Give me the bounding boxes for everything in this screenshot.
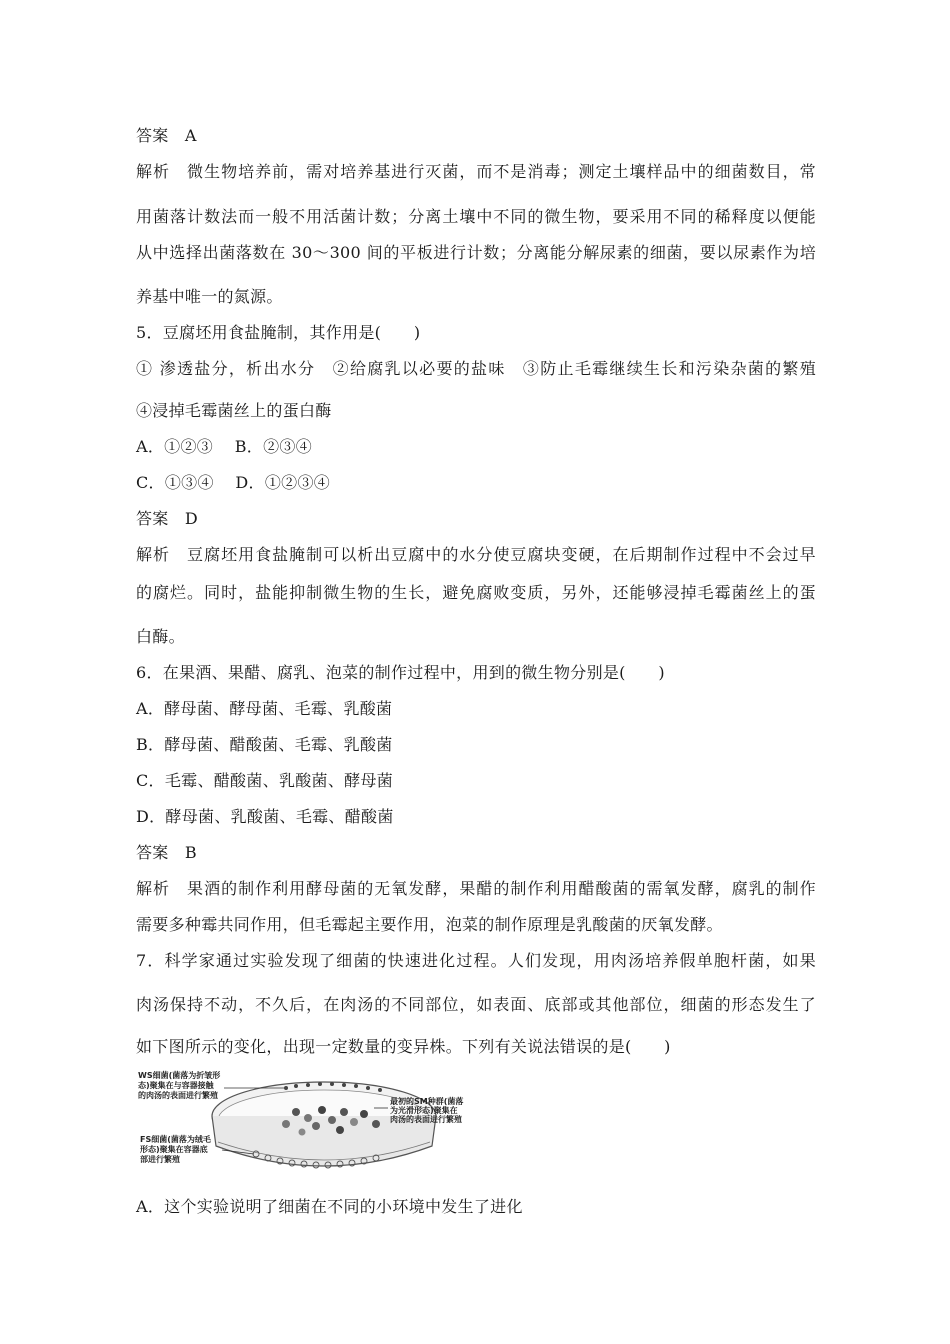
ws-label-line-1: WS细菌(菌落为折皱形 [138, 1071, 221, 1080]
q5-options-line-1: A．①②③ B．②③④ [136, 437, 312, 456]
q6-option-c: C．毛霉、醋酸菌、乳酸菌、酵母菌 [136, 771, 394, 790]
q6-analysis-line-1: 解析 果酒的制作利用酵母菌的无氧发酵，果醋的制作利用醋酸菌的需氧发酵，腐乳的制作 [136, 879, 816, 898]
q4-analysis-line-1: 解析 微生物培养前，需对培养基进行灭菌，而不是消毒；测定土壤样品中的细菌数目，常 [136, 162, 816, 181]
sm-label-line-3: 肉汤的表面进行繁殖 [390, 1115, 462, 1124]
q6-option-d: D．酵母菌、乳酸菌、毛霉、醋酸菌 [136, 807, 394, 826]
q6-option-b: B．酵母菌、醋酸菌、毛霉、乳酸菌 [136, 735, 393, 754]
q4-analysis-line-4: 养基中唯一的氮源。 [136, 287, 283, 306]
q5-analysis-line-3: 白酶。 [136, 627, 185, 646]
fs-label-line-2: 形态)聚集在容器底 [140, 1145, 208, 1154]
q5-analysis-line-2: 的腐烂。同时，盐能抑制微生物的生长，避免腐败变质，另外，还能够浸掉毛霉菌丝上的蛋 [136, 583, 816, 602]
q6-analysis-line-2: 需要多种霉共同作用，但毛霉起主要作用，泡菜的制作原理是乳酸菌的厌氧发酵。 [136, 915, 723, 934]
q5-analysis-line-1: 解析 豆腐坯用食盐腌制可以析出豆腐中的水分使豆腐块变硬，在后期制作过程中不会过早 [136, 545, 816, 564]
fs-label-line-1: FS细菌(菌落为绒毛 [140, 1135, 211, 1144]
q5-items-line-2: ④浸掉毛霉菌丝上的蛋白酶 [136, 401, 332, 420]
q7-stem-line-1: 7．科学家通过实验发现了细菌的快速进化过程。人们发现，用肉汤培养假单胞杆菌，如果 [136, 951, 816, 970]
petri-dish-figure [136, 1068, 464, 1178]
q4-analysis-line-3: 从中选择出菌落数在 30～300 间的平板进行计数；分离能分解尿素的细菌，要以尿素作为培 [136, 243, 816, 262]
q7-stem-line-3: 如下图所示的变化，出现一定数量的变异株。下列有关说法错误的是( ) [136, 1037, 671, 1056]
q7-option-a: A．这个实验说明了细菌在不同的小环境中发生了进化 [136, 1197, 523, 1216]
fs-label-line-3: 部进行繁殖 [140, 1155, 180, 1164]
q6-stem: 6．在果酒、果醋、腐乳、泡菜的制作过程中，用到的微生物分别是( ) [136, 663, 665, 682]
q6-option-a: A．酵母菌、酵母菌、毛霉、乳酸菌 [136, 699, 393, 718]
ws-label-line-2: 态)聚集在与容器接触 [138, 1081, 214, 1090]
q5-stem: 5．豆腐坯用食盐腌制，其作用是( ) [136, 323, 421, 342]
q4-answer: 答案 A [136, 126, 197, 145]
q5-options-line-2: C．①③④ D．①②③④ [136, 473, 331, 492]
sm-label-line-1: 最初的SM种群(菌落 [390, 1097, 464, 1106]
ws-label-line-3: 的肉汤的表面进行繁殖 [138, 1091, 218, 1100]
q5-answer: 答案 D [136, 509, 199, 528]
q5-items-line-1: ① 渗透盐分，析出水分 ②给腐乳以必要的盐味 ③防止毛霉继续生长和污染杂菌的繁殖 [136, 359, 816, 378]
q6-answer: 答案 B [136, 843, 197, 862]
q7-stem-line-2: 肉汤保持不动，不久后，在肉汤的不同部位，如表面、底部或其他部位，细菌的形态发生了 [136, 995, 816, 1014]
sm-label-line-2: 为光滑形态)聚集在 [390, 1106, 458, 1115]
petri-dish-illustration [136, 1068, 464, 1178]
q4-analysis-line-2: 用菌落计数法而一般不用活菌计数；分离土壤中不同的微生物，要采用不同的稀释度以便能 [136, 207, 816, 226]
